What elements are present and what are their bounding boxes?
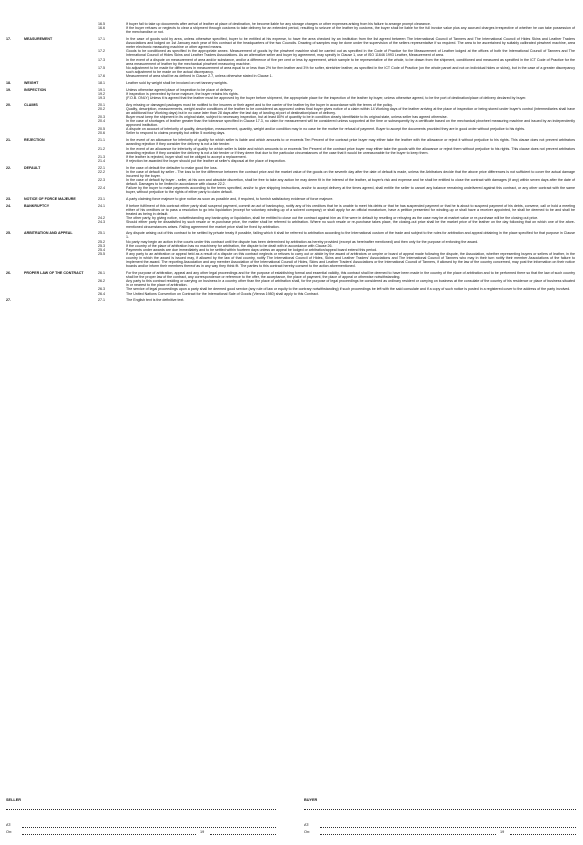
clause (0, 138, 583, 146)
clause-text: Unless otherwise agreed place of inspection to be place of delivery. (126, 87, 234, 92)
section-number: 25. (6, 231, 11, 236)
clause-text: Leather sold by weight shall be invoiced on net tannery weights. (126, 80, 228, 85)
buyer-date-field[interactable] (320, 834, 496, 835)
clause-text: In the event of a dispute on measurement of area and/or substance, and/or a difference of five per cent or less by agreement, which sample to be representative of the whole, to be drawn from the shipment, conditioned and measured as specified in the ICT Code of Practice for the area measurement of leather by the mechanical pinwheel measuring machine. (126, 57, 575, 66)
section-title: WEIGHT (24, 80, 39, 85)
clause-text: Seller to respond to claims promptly but within 5 working days. (126, 131, 226, 136)
clause-number: 18.1 (98, 80, 105, 85)
clause (0, 58, 583, 66)
section-title: MEASUREMENT (24, 37, 53, 42)
clause-number: 21.4 (98, 158, 105, 163)
clause-number: 17.6 (98, 73, 105, 78)
section-number: 23. (6, 197, 11, 202)
clause-text: If rejection be awarded the buyer should put the leather at seller's disposal at the place of inspection. (126, 158, 286, 163)
clause (0, 159, 583, 163)
clause-text: The United Nations Convention on Contract for the International Sale of Goods (Vienna 1980) shall apply to this Contract. (126, 291, 319, 296)
buyer-year-prefix: 19 (500, 830, 505, 834)
section-number: 24. (6, 204, 11, 209)
clause-text: In the case of default by buyer - seller, at his own and absolute discretion, shall be free to take any action he may deem fit in the interest of the leather, at buyer's risk and expense and he shall be entitled to close the contract with damages (if any) within seven days after the date of default. Damages to be limited in accordance with clause 22.2. (126, 177, 575, 187)
seller-date-field[interactable] (22, 834, 196, 835)
clause-text: For the purpose of arbitration, appeal and any other legal proceedings and for the purpose of establishing formal and essential validity, this contract shall be deemed to have been made in the country of the place of arbitration and to be performed there so that the law of such country shall be the proper law of the contract, any correspondence or reference to the offer, the acceptance, the place of payment, the place of appeal or otherwise notwithstanding. (126, 271, 575, 280)
section-title: INSPECTION (24, 87, 46, 92)
clause (0, 26, 583, 34)
contract-section (0, 204, 583, 229)
contract-section (0, 231, 583, 268)
clause-text: The other party, by giving notice, notwithstanding any bankruptcy or liquidation, shall be entitled to close out the contract against him as if he were in default by reselling or rebuying as the case may be at market value or re-purchase will be the closing out price. (126, 216, 539, 221)
buyer-signature-line[interactable] (304, 809, 576, 810)
clause-text: In the case of goods sold by area, unless otherwise specified, buyer to be entitled at his expense, to have the area checked by an institution from the list agreed between The International Council of Tanners and The International Council of Hides Skins and Leather Traders Associations and lodged on 1st January each year of this contract at the headquarters of the two Councils. Drawing of samples may be done under the supervision of the sellers representative if so required. The area to be ascertained by suitably calibrated pinwheel machine, area meter electronic measuring machine or other agreed means. (126, 37, 575, 50)
contract-section (0, 166, 583, 195)
clause-number: 25.2 (98, 239, 105, 244)
clause-number: 25.1 (98, 231, 105, 236)
clause-text: Any missing or damaged packages must be notified to the insurers or their agent and to the carrier of the leather by the buyer in accordance with the terms of the policy. (126, 102, 393, 107)
clause-text: If before fulfilment of this contract either party shall suspend payment, commit an act of bankruptcy, notify any of his creditors that he is unable to meet his debts or that he has suspended payment or that he is about to suspend payment of his debts, convene, call or hold a meeting either of his creditors or to pass a resolution to go into liquidation (except for voluntary winding-up of a solvent company) or shall apply for an official moratorium, have a petition presented for winding-up or shall have a receiver appointed, he shall be deemed to be and shall be treated as being in default. (126, 204, 575, 217)
clause (0, 74, 583, 78)
clause-number: 20.3 (98, 115, 105, 120)
clause-number: 21.1 (98, 138, 105, 143)
clause-text: Payments under awards are due immediately and to be settled within fourteen days unless an appeal be lodged or arbitration/appeal board extend this period. (126, 247, 378, 252)
clause-text: In the event of an allowance for inferiority of quality for which seller is liable and which amounts to or exceeds Ten Percent of the contract price buyer may either take the goods with the allowance or reject them without prejudice to his rights. This clause does not prevent arbitrators awarding rejection if they consider the delivery is not a fair tender or if they deem that due to the particular circumstances of the case that it would be unreasonable for the buyer to keep them. (126, 146, 575, 155)
clause-text: Goods to be conditioned as specified in the appropriate annex. Measurement of goods by the pinwheel machine shall be carried out as specified in the Code of Practice for the Measurement of Leather lodged at the offices of both the International Council of Tanners and The International Council of Hides Skins and Leather Traders Associations. As an alternative seller and buyer by agreement, may specify in Clause 1, use of ISO 11646 1993 Leather, Measurement of area. (126, 49, 575, 58)
clause-number: 26.1 (98, 271, 105, 276)
contract-section (0, 138, 583, 163)
clause-text: If inspection is prevented by force majeure, the buyer retains his rights. (126, 91, 239, 96)
clause (0, 170, 583, 178)
clause-text: Quality, description, measurements, weight and/or conditions of the leather to be considered as approved unless final buyer gives notice of a claim within 14 Working days of the leather arriving at the place of inspection or being stored under buyer's control (intermediaries shall have an additional four Working days) but in no case later than 28 days after the last day of landing at port of destination/place of delivery. (126, 106, 575, 115)
clause-text: Any dispute arising out of this contract to be settled by private treaty if possible, failing which it shall be referred to arbitration according to the International custom of the trade and subject to the rules for arbitration and appeal obtaining in the place specified for that purpose in Clause 1. (126, 231, 575, 240)
clause-number: 20.1 (98, 102, 105, 107)
clause-number: 16.5 (98, 22, 105, 26)
clause-number: 27.1 (98, 298, 105, 303)
contract-section (0, 271, 583, 296)
clause-text: Any party to this contract residing or carrying on business in a country other than the place of arbitration shall, for the purpose of legal proceedings be considered as ordinary resident or carrying on business at the consulate of the country of his residence or place of business situated in or nearest to the place of arbitration. (126, 279, 575, 288)
seller-year-prefix: 19 (200, 830, 205, 834)
clause (0, 279, 583, 287)
seller-on-label: On: (6, 830, 13, 834)
clause-number: 19.2 (98, 91, 105, 96)
clause-text: In the case of default by seller - The loss to be the difference between the contract price and the market value of the goods on the seventh day after the date of default is made, unless the Arbitrators decide that the above price differences is not sufficient to cover the actual damage incurred by the buyer. (126, 169, 575, 178)
clause-number: 25.5 (98, 251, 105, 256)
clause-text: If the leather is rejected, buyer shall not be obliged to accept a replacement. (126, 154, 247, 159)
contract-section (0, 22, 583, 34)
seller-signature-line[interactable] (6, 809, 276, 810)
clause-text: If the country of the place of arbitration has no machinery for arbitration, the dispute to be dealt with in accordance with Clause 26. (126, 243, 333, 248)
clause-number: 17.3 (98, 57, 105, 62)
clause-text: The English text is the definitive text. (126, 298, 185, 303)
clause (0, 292, 583, 296)
clause-text: No party may begin an action in the courts under this contract until the dispute has been determined by arbitration as hereby provided (except as hereinafter mentioned) and then only for the purpose of enforcing the award. (126, 239, 479, 244)
clause-number: 20.2 (98, 106, 105, 111)
clause (0, 66, 583, 74)
clause-number: 26.4 (98, 291, 105, 296)
clause-number: 24.1 (98, 204, 105, 209)
clause (0, 271, 583, 279)
section-number: 17. (6, 37, 11, 42)
clause-text: No adjustment to be made for differences in measurement of area equal to or less than 2% for firm leather and 3% for softer, stretchier leather, as specified in the ICT Code of Practice (on the whole parcel and not on individual hides or skins), but in the case of a greater discrepancy such adjustment to be made on the actual discrepancy. (126, 65, 575, 74)
clause-number: 24.2 (98, 216, 105, 221)
clause-text: Failure by the buyer to make payments according to the terms specified, and/or to give shipping instructions, and/or to accept delivery at the times agreed, shall entitle the seller to cancel any balance remaining undelivered against this contract, or any other contract with the same buyer, without prejudice to the rights of either party to claim default. (126, 186, 575, 195)
buyer-at-field[interactable] (320, 827, 576, 828)
signature-block (0, 798, 583, 845)
clause-number: 26.2 (98, 279, 105, 284)
clause (0, 298, 583, 302)
seller-at-field[interactable] (22, 827, 276, 828)
contract-section (0, 197, 583, 201)
section-title: BANKRUPTCY (24, 204, 50, 209)
clause (0, 204, 583, 216)
clause-number: 20.5 (98, 127, 105, 132)
section-title: REJECTION (24, 138, 45, 143)
section-number: 22. (6, 165, 11, 170)
clause-number: 22.2 (98, 169, 105, 174)
clause-number: 20.4 (98, 119, 105, 124)
section-title: DEFAULT (24, 165, 41, 170)
clause-number: 26.3 (98, 287, 105, 292)
clause-number: 19.1 (98, 87, 105, 92)
clause-number: 16.6 (98, 26, 105, 31)
section-title: PROPER LAW OF THE CONTRACT (24, 271, 84, 276)
clause-number: 24.3 (98, 220, 105, 225)
section-number: 18. (6, 80, 11, 85)
clause (0, 252, 583, 268)
clause-number: 22.3 (98, 177, 105, 182)
section-title: CLAIMS (24, 102, 38, 107)
clause-text: If any party to an arbitration or appeal held as a result of a dispute on this contract neglects or refuses to carry out or abide by the award of arbitrators or umpire or board of appeal made following the dispute, the Association, whether representing buyers or sellers of leather, in the country in which the award is issued may, if allowed by the law of that country, notify The International Council of Hides, Skins and Leather Traders' Associations and The International Council of Tanners who may in their turn notify their member Associations of the failure to implement the award. The reporting Association and any member Association of the International Council of Hides, Skins and Leather Traders' Associations or the International Council of Tanners, if allowed by the law of the country concerned, may post the information on their notice boards and/or inform their members thereof as in any way they think fit. The parties to this contract hereby consent to the action aforementioned. (126, 251, 575, 269)
contract-section (0, 37, 583, 78)
clause (0, 186, 583, 194)
clause-text: A dispute on account of inferiority of quality, description, measurement, quantity, weight and/or condition may in no case be the motive for refusal of payment. Buyer to accept the documents provided they are in good order without prejudice to his rights. (126, 127, 525, 132)
clause-number: 21.3 (98, 154, 105, 159)
clause-text: The service of legal proceedings upon a party shall be deemed good service (any rule of law or equity to the contrary notwithstanding) if such proceedings be left with the said consulate and if a copy of such notice is posted in a registered cover to the address of the party involved. (126, 287, 571, 292)
clause (0, 81, 583, 85)
contract-section (0, 103, 583, 136)
section-title: ARBITRATION AND APPEAL (24, 231, 73, 236)
section-number: 19. (6, 87, 11, 92)
clause-number: 23.1 (98, 197, 105, 202)
clause-text: (F.O.B. ONLY) Unless it is agreed that the leather must be approved by the buyer before shipment, the appropriate place for the inspection of the leather by buyer, unless otherwise agreed, to be the port of destination/place of delivery declared by buyer. (126, 95, 527, 100)
section-number: 27. (6, 298, 11, 303)
clause-number: 17.1 (98, 37, 105, 42)
section-title: NOTICE OF FORCE MAJEURE (24, 197, 76, 202)
clause (0, 49, 583, 57)
clause-number: 22.1 (98, 165, 105, 170)
clause-text: Buyer must keep the shipment in its original state, subject to necessary inspection, but at least 80% of quantity to be in condition clearly identifiable to its original state, unless seller has agreed otherwise. (126, 115, 448, 120)
clause-number: 17.5 (98, 65, 105, 70)
clause-text: If buyer fail to take up documents after arrival of leather at place of destination, he become liable for any storage charges or other expenses arising from his failure to arrange prompt clearance. (126, 22, 431, 26)
clause (0, 37, 583, 49)
clause-number: 19.3 (98, 95, 105, 100)
buyer-label: BUYER (304, 798, 318, 802)
buyer-on-label: On: (304, 830, 311, 834)
clause-number: 22.4 (98, 186, 105, 191)
contract-section (0, 298, 583, 302)
clause (0, 197, 583, 201)
clause-number: 25.4 (98, 247, 105, 252)
clause (0, 220, 583, 228)
clause (0, 107, 583, 115)
clause-text: Measurement of area shall be as defined in Clause 2.7, unless otherwise stated in Clause 1. (126, 73, 273, 78)
clause-number: 20.6 (98, 131, 105, 136)
clause (0, 119, 583, 127)
clause (0, 96, 583, 100)
clause (0, 231, 583, 239)
clause-number: 25.3 (98, 243, 105, 248)
clause (0, 131, 583, 135)
contract-document (0, 22, 583, 305)
clause (0, 147, 583, 155)
buyer-year-field[interactable] (510, 834, 576, 835)
seller-label: SELLER (6, 798, 21, 802)
seller-at-label: AT: (6, 823, 12, 827)
contract-section (0, 88, 583, 100)
contract-section (0, 81, 583, 85)
clause (0, 178, 583, 186)
buyer-at-label: AT: (304, 823, 310, 827)
clause-text: A party claiming force majeure to give notice as soon as possible and, if required, to furnish satisfactory evidence of force majeure. (126, 197, 334, 202)
clause-text: In the case of shortages of leather greater than the tolerance specified in Clause 17.3, no claim for measurement will be considered unless supported at the time or subsequently by a certificate based on the mechanical pinwheel measuring machine and issued by an independently approved institution. (126, 119, 575, 128)
clause-text: In the case of default the defaulter to make good the loss. (126, 165, 218, 170)
section-number: 26. (6, 271, 11, 276)
seller-year-field[interactable] (210, 834, 276, 835)
section-number: 21. (6, 138, 11, 143)
clause-text: If the buyer refuses or neglects to clear a shipment through customs to take delivery for an extended period, resulting to seizure of the leather by customs, the buyer shall be liable for the full invoice value plus any accrued charges irrespective of whether he can take possession of the merchandise or not. (126, 26, 575, 35)
clause-number: 17.2 (98, 49, 105, 54)
clause-text: Should either party be dissatisfied by such resale or re-purchase price, the matter shall be referred to arbitration. Where no such resale or re-purchase takes place, the closing-out price shall be the market price of the leather on the day following that on which one of the afore-mentioned circumstances arises. Failing agreement the market price shall be fixed by arbitration. (126, 220, 575, 229)
clause-text: In the event of an allowance for inferiority of quality for which seller is liable and which amounts to or exceeds Ten Percent of the contract price buyer may either take the leather with the allowance or reject it without prejudice to his rights. This clause does not prevent arbitrators awarding rejection if they consider the delivery is not a fair tender. (126, 138, 575, 147)
section-number: 20. (6, 102, 11, 107)
clause-number: 21.2 (98, 146, 105, 151)
